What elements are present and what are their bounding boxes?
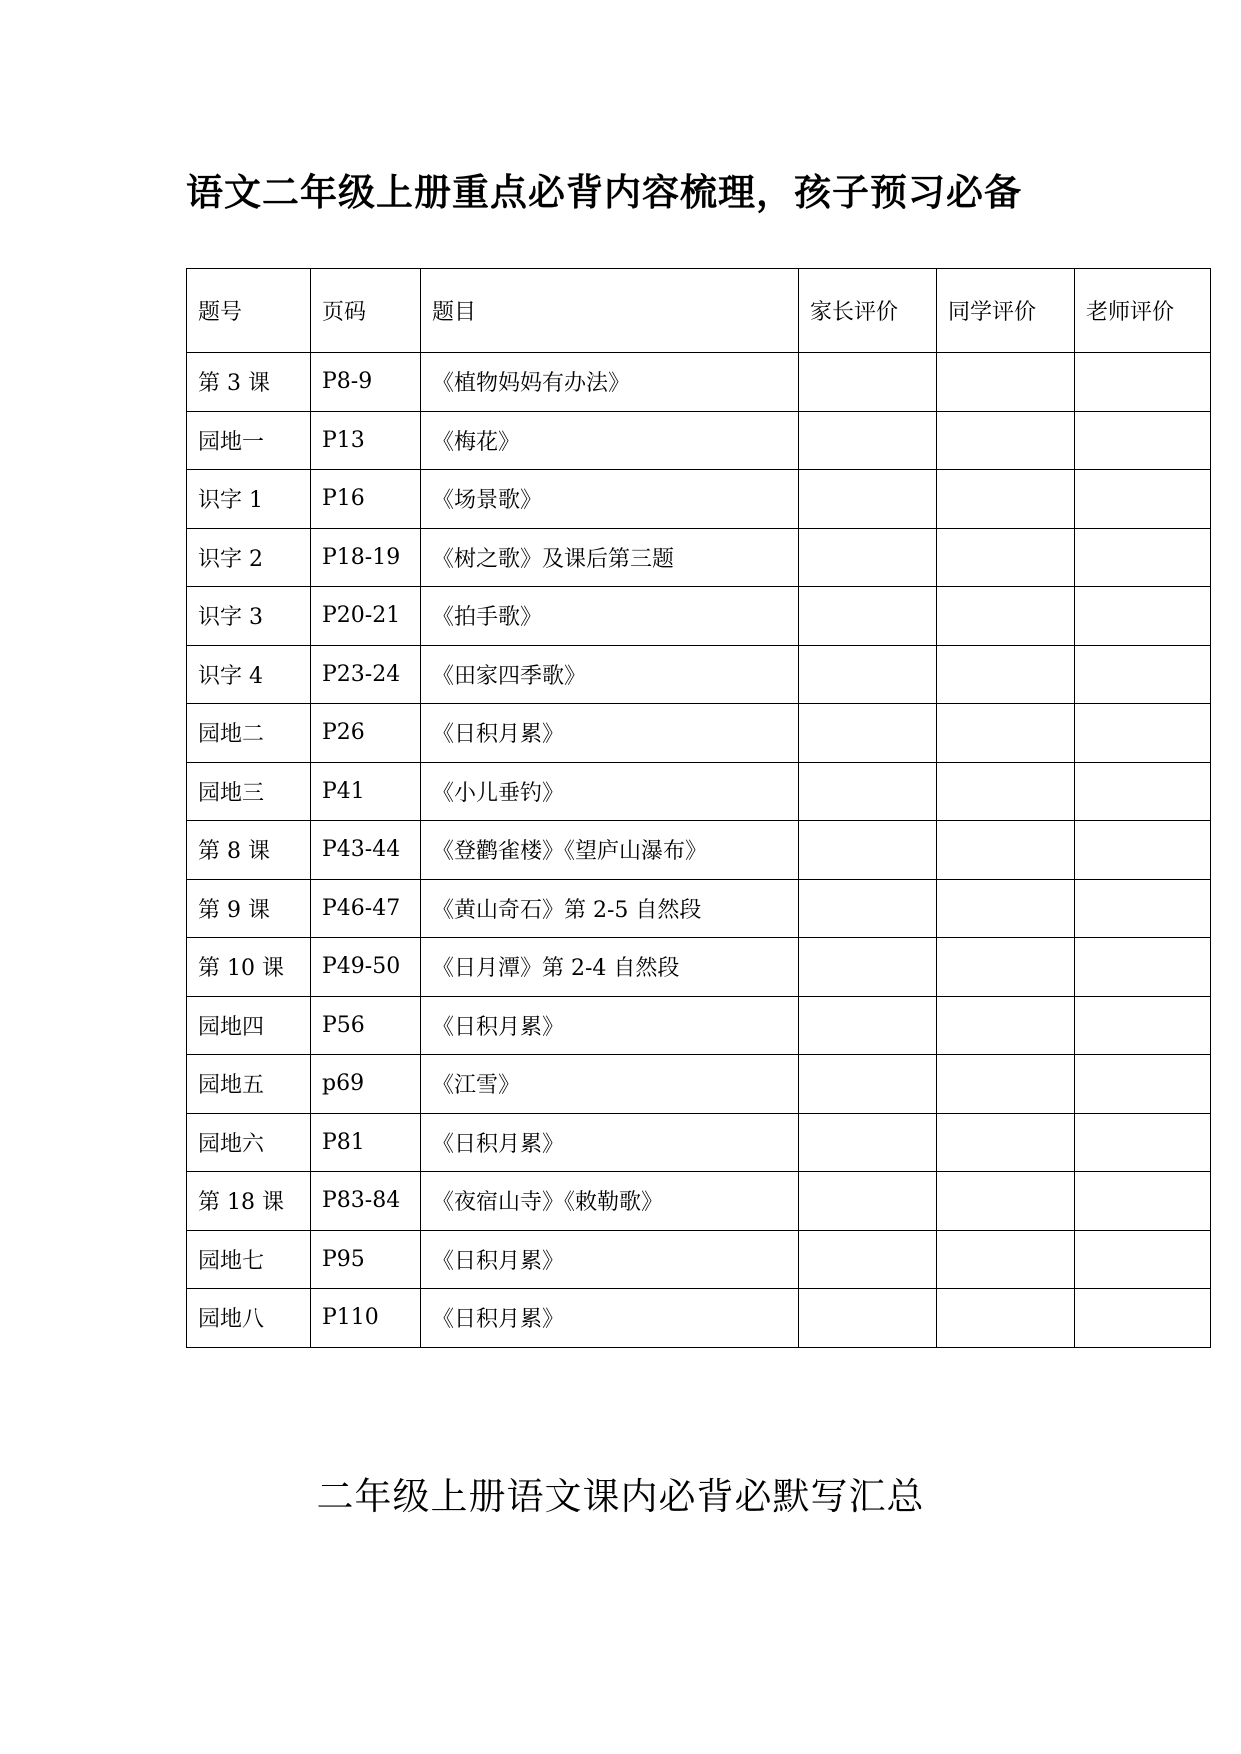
table-row [187,528,1211,587]
topic-cell: 《黄山奇石》第 2-5 自然段 [421,879,799,938]
classmate-evaluation-cell[interactable] [937,411,1075,470]
page-cell: P13 [311,411,421,470]
teacher-evaluation-cell[interactable] [1075,353,1211,412]
topic-cell: 《场景歌》 [421,470,799,529]
page-cell: P23-24 [311,645,421,704]
classmate-evaluation-cell[interactable] [937,353,1075,412]
parent-evaluation-cell[interactable] [799,587,937,646]
page-cell: P95 [311,1230,421,1289]
topic-cell: 《日积月累》 [421,996,799,1055]
table-row [187,1113,1211,1172]
table-row [187,938,1211,997]
classmate-evaluation-cell[interactable] [937,1113,1075,1172]
lesson-cell: 园地二 [187,704,311,763]
section-title: 二年级上册语文课内必背必默写汇总 [316,1475,925,1518]
classmate-evaluation-cell[interactable] [937,704,1075,763]
header-lesson: 题号 [187,269,311,353]
topic-cell: 《日积月累》 [421,704,799,763]
page-cell: P16 [311,470,421,529]
classmate-evaluation-cell[interactable] [937,587,1075,646]
classmate-evaluation-cell[interactable] [937,1230,1075,1289]
header-parent-evaluation: 家长评价 [799,269,937,353]
teacher-evaluation-cell[interactable] [1075,587,1211,646]
header-classmate-evaluation: 同学评价 [937,269,1075,353]
lesson-cell: 园地五 [187,1055,311,1114]
classmate-evaluation-cell[interactable] [937,528,1075,587]
page-cell: P56 [311,996,421,1055]
parent-evaluation-cell[interactable] [799,879,937,938]
page-cell: P83-84 [311,1172,421,1231]
classmate-evaluation-cell[interactable] [937,1289,1075,1348]
table-row [187,821,1211,880]
lesson-cell: 第 10 课 [187,938,311,997]
table-header-row [187,269,1211,353]
classmate-evaluation-cell[interactable] [937,1055,1075,1114]
topic-cell: 《日积月累》 [421,1113,799,1172]
table-row [187,996,1211,1055]
lesson-cell: 第 8 课 [187,821,311,880]
classmate-evaluation-cell[interactable] [937,470,1075,529]
teacher-evaluation-cell[interactable] [1075,704,1211,763]
teacher-evaluation-cell[interactable] [1075,1289,1211,1348]
topic-cell: 《拍手歌》 [421,587,799,646]
parent-evaluation-cell[interactable] [799,470,937,529]
table-row [187,353,1211,412]
page-cell: P46-47 [311,879,421,938]
page-cell: p69 [311,1055,421,1114]
lesson-cell: 园地七 [187,1230,311,1289]
classmate-evaluation-cell[interactable] [937,996,1075,1055]
page-title: 语文二年级上册重点必背内容梳理，孩子预习必备 [186,170,1022,214]
lesson-cell: 第 3 课 [187,353,311,412]
table-row [187,879,1211,938]
page-cell: P110 [311,1289,421,1348]
teacher-evaluation-cell[interactable] [1075,1113,1211,1172]
parent-evaluation-cell[interactable] [799,996,937,1055]
teacher-evaluation-cell[interactable] [1075,411,1211,470]
table-row [187,1055,1211,1114]
parent-evaluation-cell[interactable] [799,353,937,412]
teacher-evaluation-cell[interactable] [1075,879,1211,938]
lesson-cell: 识字 4 [187,645,311,704]
page-cell: P41 [311,762,421,821]
lesson-cell: 识字 3 [187,587,311,646]
parent-evaluation-cell[interactable] [799,1289,937,1348]
teacher-evaluation-cell[interactable] [1075,821,1211,880]
parent-evaluation-cell[interactable] [799,1055,937,1114]
parent-evaluation-cell[interactable] [799,1113,937,1172]
page-cell: P43-44 [311,821,421,880]
table-row [187,1230,1211,1289]
header-page: 页码 [311,269,421,353]
table-row [187,1172,1211,1231]
page-cell: P20-21 [311,587,421,646]
table-row [187,1289,1211,1348]
header-teacher-evaluation: 老师评价 [1075,269,1211,353]
parent-evaluation-cell[interactable] [799,1230,937,1289]
lesson-cell: 园地三 [187,762,311,821]
table-row [187,470,1211,529]
teacher-evaluation-cell[interactable] [1075,1230,1211,1289]
parent-evaluation-cell[interactable] [799,821,937,880]
parent-evaluation-cell[interactable] [799,411,937,470]
classmate-evaluation-cell[interactable] [937,938,1075,997]
lesson-cell: 识字 1 [187,470,311,529]
page-cell: P8-9 [311,353,421,412]
teacher-evaluation-cell[interactable] [1075,1055,1211,1114]
lesson-cell: 园地八 [187,1289,311,1348]
classmate-evaluation-cell[interactable] [937,762,1075,821]
table-row [187,704,1211,763]
lesson-cell: 识字 2 [187,528,311,587]
teacher-evaluation-cell[interactable] [1075,938,1211,997]
lesson-cell: 第 18 课 [187,1172,311,1231]
topic-cell: 《夜宿山寺》《敕勒歌》 [421,1172,799,1231]
teacher-evaluation-cell[interactable] [1075,470,1211,529]
parent-evaluation-cell[interactable] [799,528,937,587]
parent-evaluation-cell[interactable] [799,1172,937,1231]
topic-cell: 《田家四季歌》 [421,645,799,704]
page-cell: P81 [311,1113,421,1172]
lesson-cell: 第 9 课 [187,879,311,938]
table-body [187,353,1211,1348]
parent-evaluation-cell[interactable] [799,645,937,704]
topic-cell: 《日积月累》 [421,1289,799,1348]
table-row [187,587,1211,646]
lesson-cell: 园地六 [187,1113,311,1172]
classmate-evaluation-cell[interactable] [937,879,1075,938]
teacher-evaluation-cell[interactable] [1075,528,1211,587]
page-cell: P49-50 [311,938,421,997]
classmate-evaluation-cell[interactable] [937,645,1075,704]
table-row [187,645,1211,704]
topic-cell: 《登鹳雀楼》《望庐山瀑布》 [421,821,799,880]
classmate-evaluation-cell[interactable] [937,821,1075,880]
classmate-evaluation-cell[interactable] [937,1172,1075,1231]
topic-cell: 《小儿垂钓》 [421,762,799,821]
topic-cell: 《植物妈妈有办法》 [421,353,799,412]
topic-cell: 《梅花》 [421,411,799,470]
teacher-evaluation-cell[interactable] [1075,1172,1211,1231]
topic-cell: 《江雪》 [421,1055,799,1114]
teacher-evaluation-cell[interactable] [1075,645,1211,704]
page-cell: P26 [311,704,421,763]
table-row [187,411,1211,470]
topic-cell: 《日积月累》 [421,1230,799,1289]
topic-cell: 《日月潭》第 2-4 自然段 [421,938,799,997]
table-row [187,762,1211,821]
teacher-evaluation-cell[interactable] [1075,996,1211,1055]
parent-evaluation-cell[interactable] [799,762,937,821]
parent-evaluation-cell[interactable] [799,704,937,763]
lesson-cell: 园地四 [187,996,311,1055]
page-cell: P18-19 [311,528,421,587]
lesson-cell: 园地一 [187,411,311,470]
recitation-table [186,268,1211,1348]
topic-cell: 《树之歌》及课后第三题 [421,528,799,587]
teacher-evaluation-cell[interactable] [1075,762,1211,821]
header-topic: 题目 [421,269,799,353]
parent-evaluation-cell[interactable] [799,938,937,997]
